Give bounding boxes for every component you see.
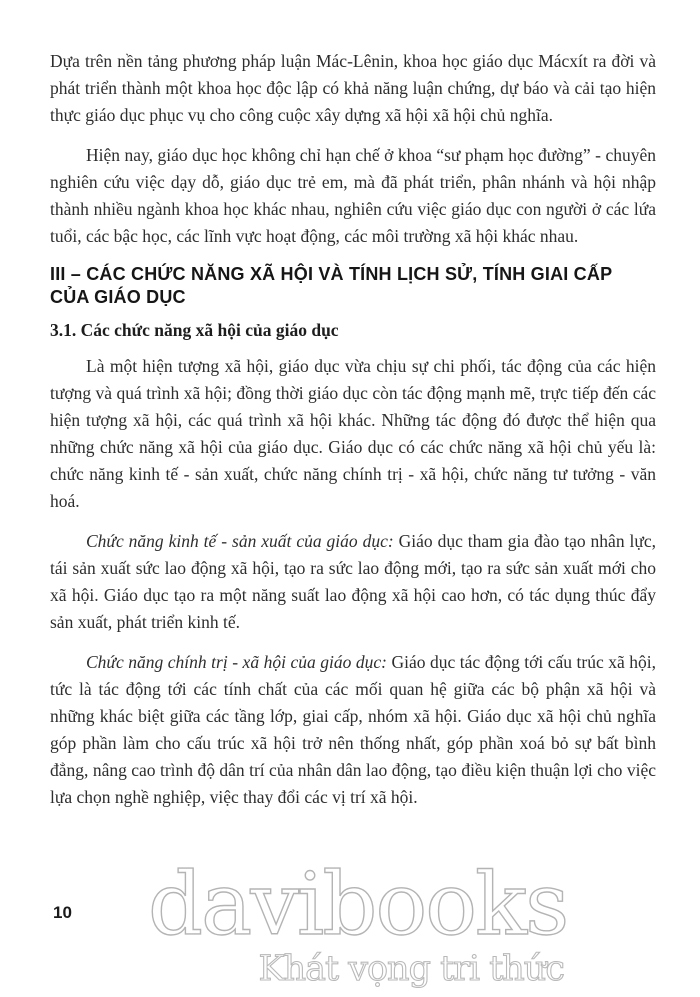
paragraph: Là một hiện tượng xã hội, giáo dục vừa chịu sự chi phối, tác động của các hiện tượng và quá trình xã hội; đồng thời giáo dục còn tác động mạnh mẽ, trực tiếp đến các hiện tượng xã hội, các quá trình xã hội khác. Những tác động đó được thể hiện qua những chức năng xã hội của giáo dục. Giáo dục có các chức năng xã hội chủ yếu là: chức năng kinh tế - sản xuất, chức năng chính trị - xã hội, chức năng tư tưởng - văn hoá. bbox=[50, 356, 656, 511]
subsection-heading: 3.1. Các chức năng xã hội của giáo dục bbox=[50, 320, 339, 340]
paragraph-lead-italic: Chức năng kinh tế - sản xuất của giáo dục: bbox=[86, 531, 394, 551]
section-heading-line2: CỦA GIÁO DỤC bbox=[50, 287, 186, 307]
watermark bbox=[148, 855, 568, 989]
paragraph-continuation: Dựa trên nền tảng phương pháp luận Mác-Lênin, khoa học giáo dục Mácxít ra đời và phát triển thành một khoa học độc lập có khả năng luận chứng, dự báo và cải tạo hiện thực giáo dục phục vụ cho công cuộc xây dựng xã hội xã hội chủ nghĩa. bbox=[50, 51, 656, 125]
watermark-tagline: Khát vọng tri thức bbox=[258, 949, 564, 989]
paragraph bbox=[50, 649, 656, 811]
watermark-brand: davibooks bbox=[148, 855, 568, 955]
page-number: 10 bbox=[53, 903, 72, 922]
section-heading-line1: III – CÁC CHỨC NĂNG XÃ HỘI VÀ TÍNH LỊCH SỬ, TÍNH GIAI CẤP bbox=[50, 264, 613, 284]
paragraph-text: Giáo dục tác động tới cấu trúc xã hội, tức là tác động tới các tính chất của các mối quan hệ giữa các bộ phận xã hội và những khác biệt giữa các tầng lớp, giai cấp, nhóm xã hội. Giáo dục xã hội chủ nghĩa góp phần làm cho cấu trúc xã hội trở nên thống nhất, góp phần xoá bỏ sự bất bình đẳng, nâng cao trình độ dân trí của nhân dân lao động, tạo điều kiện thuận lợi cho việc lựa chọn nghề nghiệp, việc thay đổi các vị trí xã hội. bbox=[50, 652, 656, 807]
paragraph bbox=[50, 528, 656, 636]
paragraph-lead-italic: Chức năng chính trị - xã hội của giáo dục: bbox=[86, 652, 387, 672]
page-body bbox=[50, 48, 656, 824]
paragraph-text: Giáo dục tham gia đào tạo nhân lực, tái sản xuất sức lao động xã hội, tạo ra sức lao động mới, tạo ra sức sản xuất mới cho xã hội. Giáo dục tạo ra một năng suất lao động xã hội cao hơn, có tác dụng thúc đẩy sản xuất, phát triển kinh tế. bbox=[50, 531, 656, 632]
section-heading bbox=[50, 263, 656, 309]
paragraph: Hiện nay, giáo dục học không chỉ hạn chế ở khoa “sư phạm học đường” - chuyên nghiên cứu việc dạy dỗ, giáo dục trẻ em, mà đã phát triển, phân nhánh và hội nhập thành nhiều ngành khoa học khác nhau, nghiên cứu việc giáo dục con người ở các lứa tuổi, các bậc học, các lĩnh vực hoạt động, các môi trường xã hội khác nhau. bbox=[50, 145, 656, 246]
